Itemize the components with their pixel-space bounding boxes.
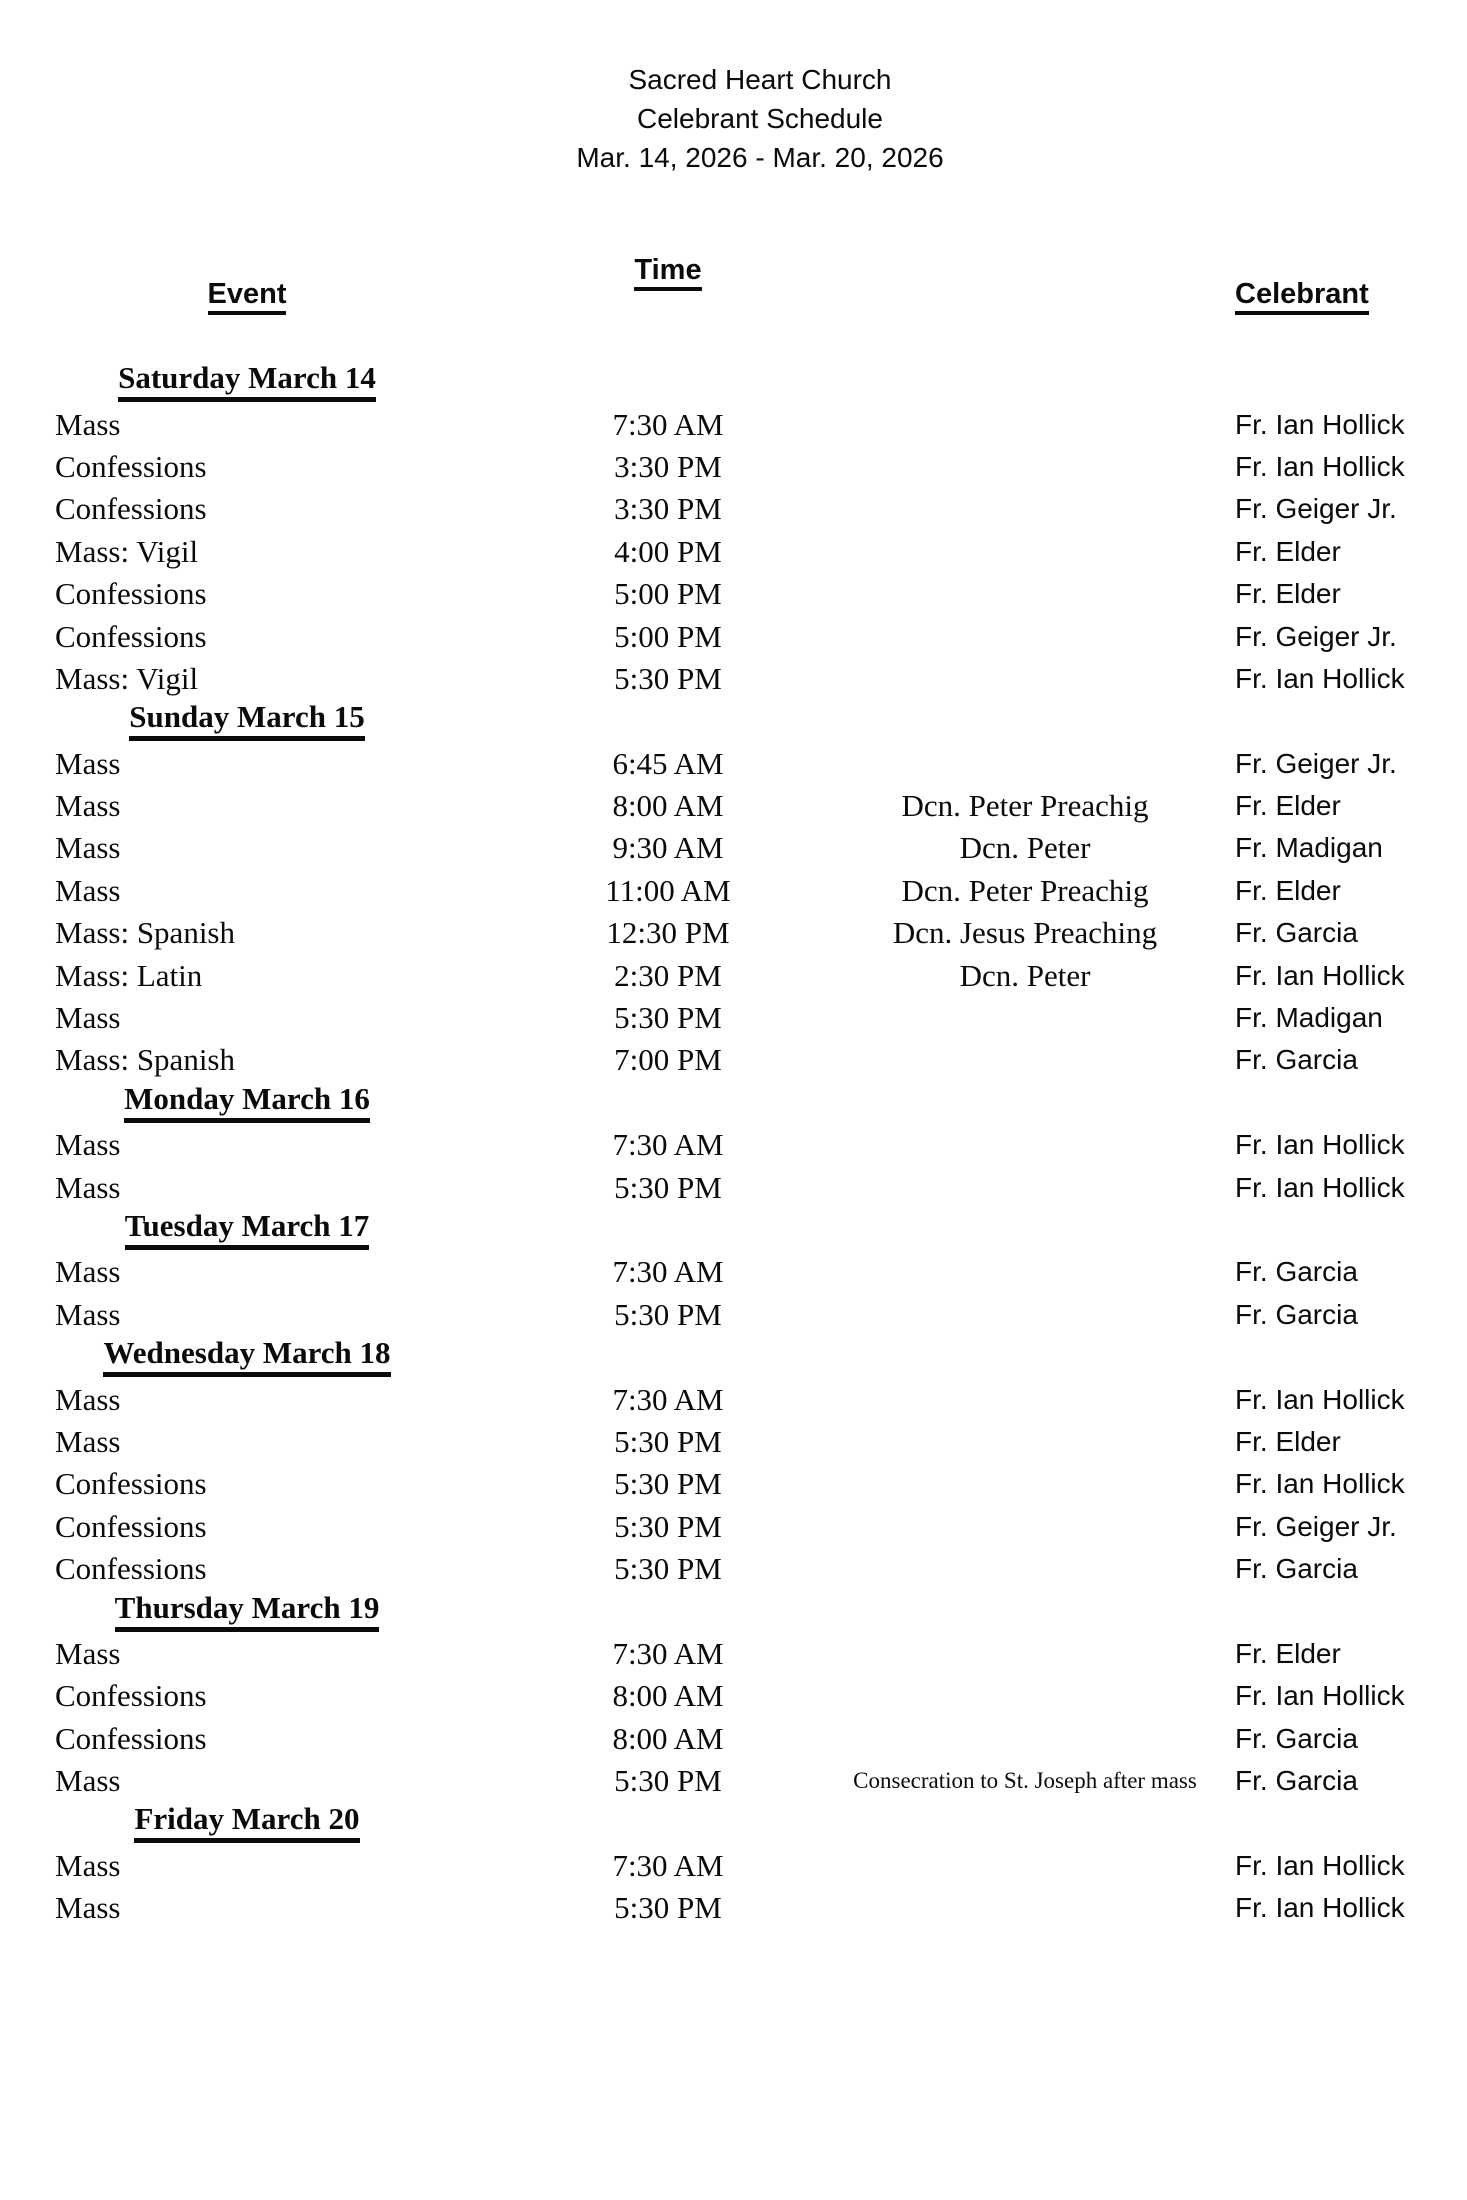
- schedule-row: [0, 1039, 1467, 1081]
- time-cell: [480, 1294, 856, 1336]
- event-cell: [55, 1166, 439, 1208]
- time-label: 2:30 PM: [614, 957, 722, 993]
- celebrant-cell: [1235, 658, 1467, 700]
- day-cell: [55, 1336, 439, 1378]
- event-label: Mass: [55, 788, 121, 824]
- schedule-row: [0, 1548, 1467, 1590]
- time-cell: [480, 1845, 856, 1887]
- event-label: Confessions: [55, 1508, 207, 1544]
- celebrant-cell: [1235, 1718, 1467, 1760]
- time-label: 7:30 AM: [612, 1847, 724, 1883]
- celebrant-label: Fr. Ian Hollick: [1235, 959, 1405, 991]
- column-header-time-label: Time: [634, 255, 701, 291]
- note-label: Dcn. Peter: [959, 957, 1091, 993]
- schedule-row: [0, 1463, 1467, 1505]
- time-cell: [480, 531, 856, 573]
- time-cell: [480, 658, 856, 700]
- time-cell: [480, 954, 856, 996]
- event-label: Mass: [55, 1847, 121, 1883]
- event-cell: [55, 573, 439, 615]
- note-cell: [830, 1294, 1220, 1336]
- schedule-row: [0, 658, 1467, 700]
- time-label: 11:00 AM: [605, 872, 731, 908]
- time-cell: [480, 997, 856, 1039]
- time-cell: [480, 912, 856, 954]
- column-header-celebrant: [1235, 278, 1369, 315]
- celebrant-label: Fr. Garcia: [1235, 1722, 1358, 1754]
- note-label: Dcn. Jesus Preaching: [892, 915, 1158, 951]
- event-label: Mass: [55, 1254, 121, 1290]
- time-cell: [480, 1548, 856, 1590]
- celebrant-cell: [1235, 403, 1467, 445]
- celebrant-label: Fr. Ian Hollick: [1235, 1383, 1405, 1415]
- day-cell: [55, 1209, 439, 1251]
- time-cell: [480, 1506, 856, 1548]
- celebrant-label: Fr. Ian Hollick: [1235, 450, 1405, 482]
- celebrant-label: Fr. Garcia: [1235, 1044, 1358, 1076]
- date-range: Mar. 14, 2026 - Mar. 20, 2026: [576, 142, 944, 173]
- note-label: Dcn. Peter: [959, 830, 1091, 866]
- event-label: Confessions: [55, 491, 207, 527]
- celebrant-label: Fr. Garcia: [1235, 1765, 1358, 1797]
- event-cell: [55, 1845, 439, 1887]
- column-header-event-label: Event: [208, 279, 287, 315]
- event-cell: [55, 1548, 439, 1590]
- event-label: Mass: [55, 1127, 121, 1163]
- schedule-row: [0, 997, 1467, 1039]
- celebrant-label: Fr. Elder: [1235, 535, 1341, 567]
- day-cell: [55, 1590, 439, 1632]
- event-cell: [55, 1251, 439, 1293]
- time-label: 5:30 PM: [614, 1763, 722, 1799]
- time-cell: [480, 1421, 856, 1463]
- day-cell: [55, 1082, 439, 1124]
- celebrant-cell: [1235, 1294, 1467, 1336]
- note-cell: [830, 1506, 1220, 1548]
- note-cell: [830, 1124, 1220, 1166]
- celebrant-cell: [1235, 827, 1467, 869]
- event-label: Mass: [55, 1000, 121, 1036]
- schedule-row: [0, 573, 1467, 615]
- event-cell: [55, 658, 439, 700]
- time-label: 5:00 PM: [614, 618, 722, 654]
- celebrant-label: Fr. Garcia: [1235, 1256, 1358, 1288]
- celebrant-cell: [1235, 997, 1467, 1039]
- time-cell: [480, 573, 856, 615]
- celebrant-label: Fr. Ian Hollick: [1235, 1468, 1405, 1500]
- celebrant-label: Fr. Geiger Jr.: [1235, 493, 1397, 525]
- time-label: 5:30 PM: [614, 1551, 722, 1587]
- note-cell: [830, 912, 1220, 954]
- time-label: 5:30 PM: [614, 1890, 722, 1926]
- note-cell: [830, 1675, 1220, 1717]
- time-label: 6:45 AM: [612, 745, 724, 781]
- celebrant-cell: [1235, 870, 1467, 912]
- day-header-label: Thursday March 19: [115, 1592, 380, 1632]
- celebrant-label: Fr. Geiger Jr.: [1235, 1510, 1397, 1542]
- day-header-label: Tuesday March 17: [125, 1210, 370, 1250]
- celebrant-label: Fr. Elder: [1235, 874, 1341, 906]
- day-header-label: Saturday March 14: [118, 362, 376, 402]
- celebrant-label: Fr. Garcia: [1235, 1553, 1358, 1585]
- time-label: 5:30 PM: [614, 1296, 722, 1332]
- event-cell: [55, 1633, 439, 1675]
- note-cell: [830, 1887, 1220, 1929]
- celebrant-cell: [1235, 1760, 1467, 1802]
- event-label: Mass: [55, 1890, 121, 1926]
- celebrant-cell: [1235, 1633, 1467, 1675]
- celebrant-label: Fr. Elder: [1235, 790, 1341, 822]
- event-label: Mass: [55, 406, 121, 442]
- day-header-row: [0, 361, 1467, 403]
- time-label: 5:30 PM: [614, 1508, 722, 1544]
- day-header-label: Sunday March 15: [129, 701, 364, 741]
- day-header-row: [0, 700, 1467, 742]
- event-label: Confessions: [55, 1678, 207, 1714]
- event-cell: [55, 1463, 439, 1505]
- celebrant-label: Fr. Ian Hollick: [1235, 1680, 1405, 1712]
- event-cell: [55, 1718, 439, 1760]
- event-cell: [55, 1124, 439, 1166]
- schedule-row: [0, 446, 1467, 488]
- event-label: Mass: [55, 830, 121, 866]
- time-label: 7:30 AM: [612, 1381, 724, 1417]
- schedule-row: [0, 827, 1467, 869]
- celebrant-label: Fr. Madigan: [1235, 832, 1383, 864]
- schedule-row: [0, 1124, 1467, 1166]
- celebrant-label: Fr. Ian Hollick: [1235, 1892, 1405, 1924]
- time-cell: [480, 1633, 856, 1675]
- time-label: 8:00 AM: [612, 1720, 724, 1756]
- event-label: Mass: [55, 872, 121, 908]
- schedule-row: [0, 743, 1467, 785]
- column-header-time: [480, 254, 856, 291]
- event-cell: [55, 743, 439, 785]
- column-header-event: [55, 278, 439, 315]
- note-cell: [830, 1633, 1220, 1675]
- event-label: Mass: [55, 1635, 121, 1671]
- document-subtitle: Celebrant Schedule: [637, 103, 883, 134]
- time-label: 7:30 AM: [612, 1254, 724, 1290]
- event-cell: [55, 531, 439, 573]
- celebrant-cell: [1235, 488, 1467, 530]
- note-cell: [830, 1039, 1220, 1081]
- time-cell: [480, 1675, 856, 1717]
- note-cell: [830, 615, 1220, 657]
- day-header-row: [0, 1209, 1467, 1251]
- celebrant-cell: [1235, 1463, 1467, 1505]
- schedule-body: [0, 361, 1467, 1929]
- schedule-row: [0, 531, 1467, 573]
- celebrant-label: Fr. Madigan: [1235, 1002, 1383, 1034]
- time-label: 8:00 AM: [612, 788, 724, 824]
- schedule-row: [0, 785, 1467, 827]
- schedule-row: [0, 403, 1467, 445]
- celebrant-cell: [1235, 1124, 1467, 1166]
- event-label: Mass: [55, 1381, 121, 1417]
- day-header-row: [0, 1802, 1467, 1844]
- event-cell: [55, 870, 439, 912]
- time-cell: [480, 743, 856, 785]
- time-cell: [480, 1887, 856, 1929]
- event-label: Confessions: [55, 618, 207, 654]
- note-cell: [830, 1548, 1220, 1590]
- note-cell: [830, 1718, 1220, 1760]
- schedule-row: [0, 1718, 1467, 1760]
- time-cell: [480, 1039, 856, 1081]
- time-label: 5:30 PM: [614, 660, 722, 696]
- celebrant-cell: [1235, 1548, 1467, 1590]
- event-cell: [55, 403, 439, 445]
- event-cell: [55, 1378, 439, 1420]
- time-cell: [480, 403, 856, 445]
- schedule-row: [0, 1675, 1467, 1717]
- celebrant-cell: [1235, 573, 1467, 615]
- time-cell: [480, 1378, 856, 1420]
- time-label: 5:30 PM: [614, 1466, 722, 1502]
- celebrant-label: Fr. Ian Hollick: [1235, 408, 1405, 440]
- event-label: Confessions: [55, 576, 207, 612]
- time-cell: [480, 446, 856, 488]
- note-cell: [830, 573, 1220, 615]
- event-cell: [55, 954, 439, 996]
- church-name: Sacred Heart Church: [628, 64, 892, 95]
- note-label: Consecration to St. Joseph after mass: [853, 1768, 1197, 1794]
- event-cell: [55, 1887, 439, 1929]
- celebrant-cell: [1235, 1378, 1467, 1420]
- celebrant-cell: [1235, 1251, 1467, 1293]
- time-label: 3:30 PM: [614, 491, 722, 527]
- celebrant-cell: [1235, 1039, 1467, 1081]
- celebrant-cell: [1235, 1887, 1467, 1929]
- celebrant-label: Fr. Garcia: [1235, 917, 1358, 949]
- schedule-row: [0, 912, 1467, 954]
- celebrant-cell: [1235, 785, 1467, 827]
- time-cell: [480, 1463, 856, 1505]
- event-label: Mass: [55, 1296, 121, 1332]
- celebrant-cell: [1235, 1421, 1467, 1463]
- celebrant-label: Fr. Ian Hollick: [1235, 1129, 1405, 1161]
- schedule-row: [0, 1294, 1467, 1336]
- note-cell: [830, 531, 1220, 573]
- event-label: Mass: [55, 1763, 121, 1799]
- time-cell: [480, 1124, 856, 1166]
- time-cell: [480, 827, 856, 869]
- event-cell: [55, 1421, 439, 1463]
- event-cell: [55, 1039, 439, 1081]
- time-cell: [480, 1718, 856, 1760]
- event-cell: [55, 827, 439, 869]
- time-label: 3:30 PM: [614, 448, 722, 484]
- note-cell: [830, 1845, 1220, 1887]
- time-cell: [480, 488, 856, 530]
- day-header-row: [0, 1336, 1467, 1378]
- note-label: Dcn. Peter Preachig: [901, 872, 1149, 908]
- celebrant-label: Fr. Ian Hollick: [1235, 1849, 1405, 1881]
- schedule-row: [0, 870, 1467, 912]
- schedule-row: [0, 1166, 1467, 1208]
- event-label: Mass: Spanish: [55, 915, 235, 951]
- event-cell: [55, 615, 439, 657]
- celebrant-label: Fr. Elder: [1235, 1425, 1341, 1457]
- celebrant-label: Fr. Elder: [1235, 1637, 1341, 1669]
- time-label: 7:30 AM: [612, 1635, 724, 1671]
- day-header-label: Friday March 20: [134, 1803, 359, 1843]
- time-label: 5:30 PM: [614, 1000, 722, 1036]
- note-cell: [830, 785, 1220, 827]
- time-cell: [480, 1760, 856, 1802]
- event-cell: [55, 1294, 439, 1336]
- time-label: 4:00 PM: [614, 533, 722, 569]
- celebrant-cell: [1235, 531, 1467, 573]
- day-header-label: Monday March 16: [124, 1083, 370, 1123]
- event-cell: [55, 1760, 439, 1802]
- note-cell: [830, 1378, 1220, 1420]
- day-header-label: Wednesday March 18: [103, 1337, 390, 1377]
- note-cell: [830, 1760, 1220, 1802]
- event-label: Confessions: [55, 448, 207, 484]
- schedule-row: [0, 1506, 1467, 1548]
- celebrant-cell: [1235, 446, 1467, 488]
- day-cell: [55, 700, 439, 742]
- event-label: Mass: [55, 1169, 121, 1205]
- event-cell: [55, 785, 439, 827]
- schedule-row: [0, 1845, 1467, 1887]
- schedule-row: [0, 1421, 1467, 1463]
- schedule-row: [0, 1378, 1467, 1420]
- note-cell: [830, 1251, 1220, 1293]
- schedule-row: [0, 615, 1467, 657]
- event-cell: [55, 997, 439, 1039]
- event-label: Mass: Latin: [55, 957, 203, 993]
- note-cell: [830, 954, 1220, 996]
- celebrant-cell: [1235, 1506, 1467, 1548]
- celebrant-label: Fr. Geiger Jr.: [1235, 620, 1397, 652]
- note-cell: [830, 743, 1220, 785]
- time-label: 8:00 AM: [612, 1678, 724, 1714]
- schedule-row: [0, 954, 1467, 996]
- event-label: Confessions: [55, 1720, 207, 1756]
- celebrant-label: Fr. Ian Hollick: [1235, 1171, 1405, 1203]
- event-label: Mass: [55, 1423, 121, 1459]
- time-cell: [480, 870, 856, 912]
- day-header-row: [0, 1590, 1467, 1632]
- schedule-row: [0, 488, 1467, 530]
- schedule-row: [0, 1251, 1467, 1293]
- time-label: 5:30 PM: [614, 1169, 722, 1205]
- celebrant-cell: [1235, 912, 1467, 954]
- celebrant-label: Fr. Geiger Jr.: [1235, 747, 1397, 779]
- event-cell: [55, 488, 439, 530]
- event-label: Confessions: [55, 1551, 207, 1587]
- note-label: Dcn. Peter Preachig: [901, 788, 1149, 824]
- time-label: 7:30 AM: [612, 1127, 724, 1163]
- document-title-block: [576, 60, 943, 177]
- time-label: 5:30 PM: [614, 1423, 722, 1459]
- note-cell: [830, 997, 1220, 1039]
- day-cell: [55, 1802, 439, 1844]
- time-label: 9:30 AM: [612, 830, 724, 866]
- note-cell: [830, 827, 1220, 869]
- time-cell: [480, 1166, 856, 1208]
- celebrant-cell: [1235, 1845, 1467, 1887]
- time-label: 7:30 AM: [612, 406, 724, 442]
- note-cell: [830, 1463, 1220, 1505]
- note-cell: [830, 658, 1220, 700]
- time-label: 7:00 PM: [614, 1042, 722, 1078]
- note-cell: [830, 870, 1220, 912]
- event-cell: [55, 446, 439, 488]
- note-cell: [830, 1166, 1220, 1208]
- column-header-celebrant-label: Celebrant: [1235, 279, 1369, 315]
- celebrant-label: Fr. Elder: [1235, 578, 1341, 610]
- time-cell: [480, 615, 856, 657]
- day-cell: [55, 361, 439, 403]
- note-cell: [830, 1421, 1220, 1463]
- event-label: Mass: Vigil: [55, 660, 199, 696]
- time-label: 5:00 PM: [614, 576, 722, 612]
- time-label: 12:30 PM: [606, 915, 730, 951]
- celebrant-cell: [1235, 1166, 1467, 1208]
- day-header-row: [0, 1082, 1467, 1124]
- note-cell: [830, 488, 1220, 530]
- time-cell: [480, 1251, 856, 1293]
- time-cell: [480, 785, 856, 827]
- event-label: Confessions: [55, 1466, 207, 1502]
- event-label: Mass: Spanish: [55, 1042, 235, 1078]
- event-cell: [55, 912, 439, 954]
- schedule-row: [0, 1887, 1467, 1929]
- note-cell: [830, 403, 1220, 445]
- celebrant-label: Fr. Garcia: [1235, 1298, 1358, 1330]
- celebrant-cell: [1235, 954, 1467, 996]
- celebrant-label: Fr. Ian Hollick: [1235, 662, 1405, 694]
- event-cell: [55, 1506, 439, 1548]
- celebrant-cell: [1235, 1675, 1467, 1717]
- event-label: Mass: [55, 745, 121, 781]
- schedule-row: [0, 1633, 1467, 1675]
- schedule-row: [0, 1760, 1467, 1802]
- event-label: Mass: Vigil: [55, 533, 199, 569]
- celebrant-cell: [1235, 743, 1467, 785]
- note-cell: [830, 446, 1220, 488]
- celebrant-cell: [1235, 615, 1467, 657]
- event-cell: [55, 1675, 439, 1717]
